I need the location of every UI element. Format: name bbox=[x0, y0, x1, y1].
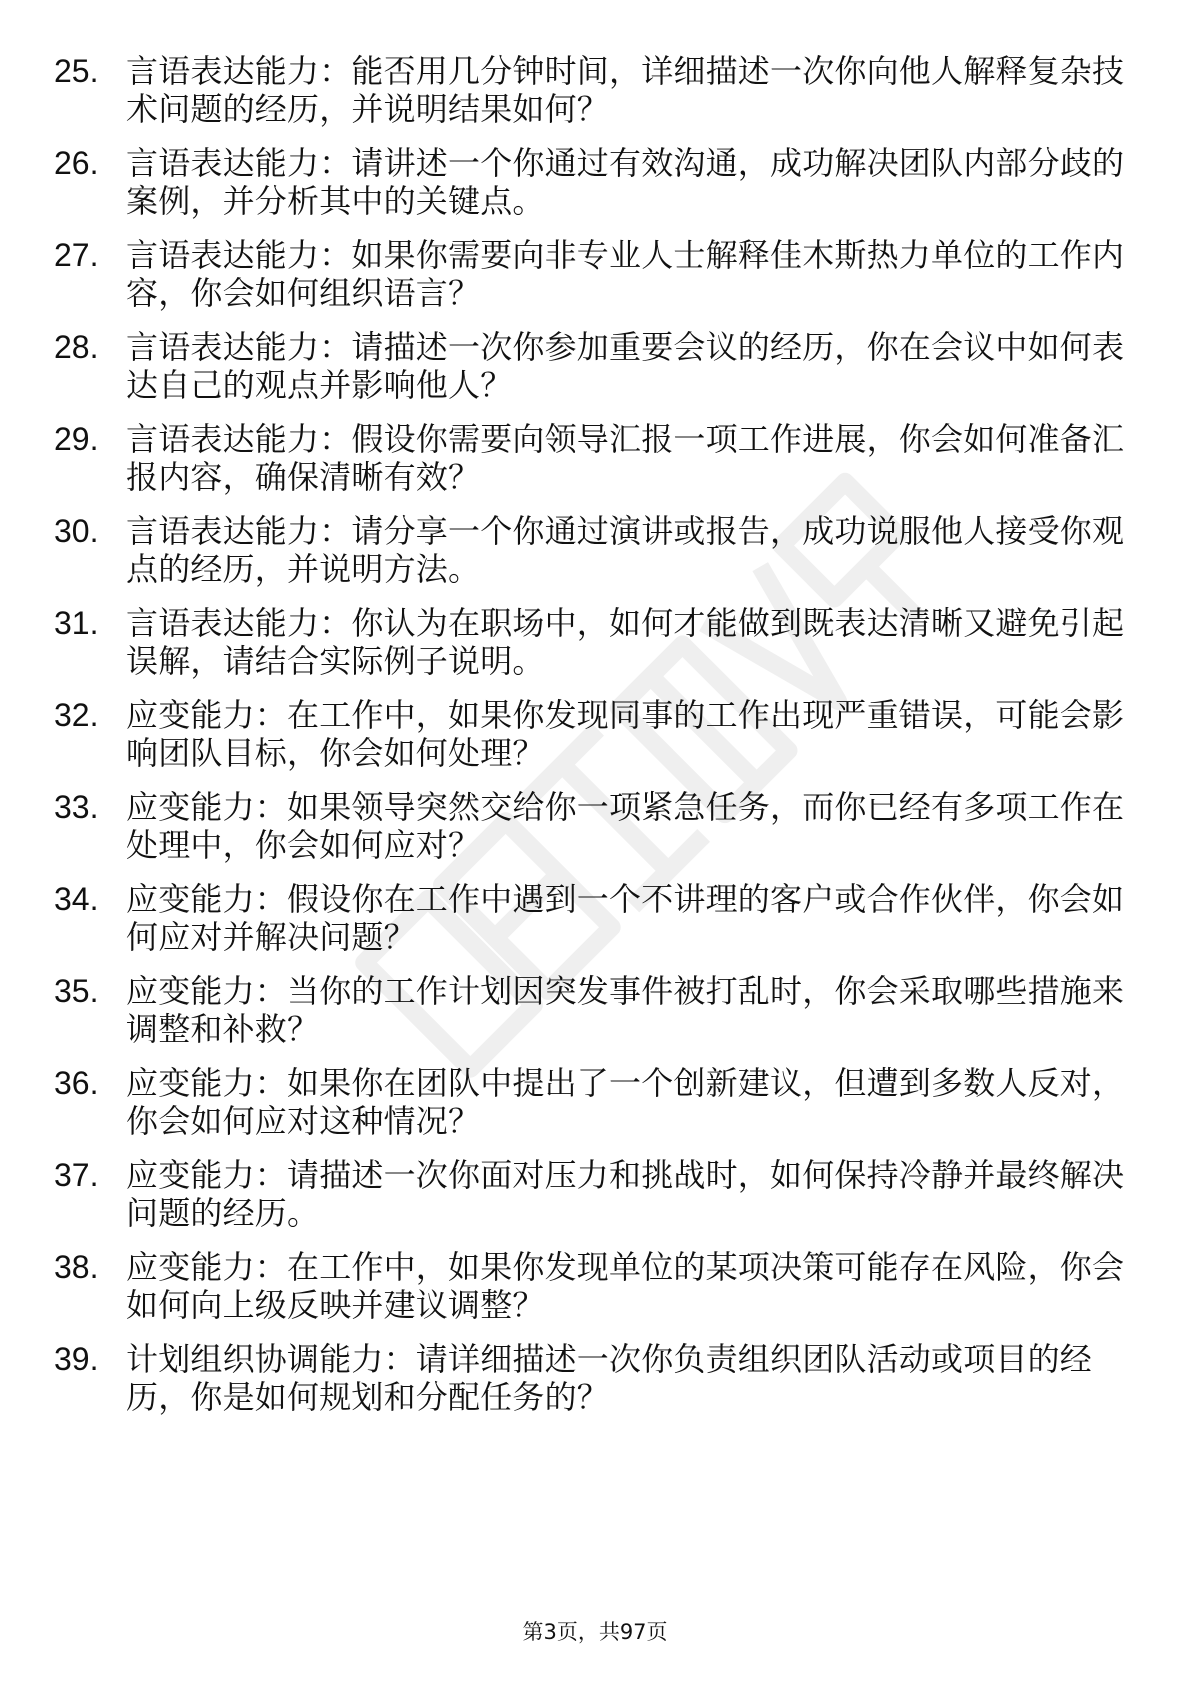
question-text: 应变能力：在工作中，如果你发现单位的某项决策可能存在风险，你会如何向上级反映并建议调整？ bbox=[126, 1248, 1125, 1324]
question-number: 35. bbox=[54, 973, 99, 1009]
question-number: 27. bbox=[54, 237, 99, 273]
question-text: 计划组织协调能力：请详细描述一次你负责组织团队活动或项目的经历，你是如何规划和分配任务的？ bbox=[126, 1340, 1093, 1416]
page-footer bbox=[0, 1618, 1190, 1646]
question-number: 28. bbox=[54, 329, 99, 365]
question-number: 29. bbox=[54, 421, 99, 457]
question-number: 26. bbox=[54, 145, 99, 181]
question-item bbox=[54, 788, 1134, 864]
question-text: 言语表达能力：请讲述一个你通过有效沟通，成功解决团队内部分歧的案例，并分析其中的关键点。 bbox=[126, 144, 1125, 220]
question-number: 31. bbox=[54, 605, 99, 641]
question-item bbox=[54, 236, 1134, 312]
question-item bbox=[54, 1156, 1134, 1232]
question-item bbox=[54, 512, 1134, 588]
question-text: 应变能力：在工作中，如果你发现同事的工作出现严重错误，可能会影响团队目标，你会如何处理？ bbox=[126, 696, 1125, 772]
question-number: 30. bbox=[54, 513, 99, 549]
question-number: 38. bbox=[54, 1249, 99, 1285]
question-number: 34. bbox=[54, 881, 99, 917]
question-text: 言语表达能力：如果你需要向非专业人士解释佳木斯热力单位的工作内容，你会如何组织语言？ bbox=[126, 236, 1125, 312]
question-text: 应变能力：当你的工作计划因突发事件被打乱时，你会采取哪些措施来调整和补救？ bbox=[126, 972, 1125, 1048]
question-text: 言语表达能力：假设你需要向领导汇报一项工作进展，你会如何准备汇报内容，确保清晰有效？ bbox=[126, 420, 1125, 496]
question-text: 言语表达能力：请描述一次你参加重要会议的经历，你在会议中如何表达自己的观点并影响他人？ bbox=[126, 328, 1125, 404]
question-list bbox=[54, 52, 1134, 1432]
question-item bbox=[54, 880, 1134, 956]
question-number: 36. bbox=[54, 1065, 99, 1101]
question-number: 32. bbox=[54, 697, 99, 733]
question-item bbox=[54, 144, 1134, 220]
question-text: 应变能力：如果领导突然交给你一项紧急任务，而你已经有多项工作在处理中，你会如何应对？ bbox=[126, 788, 1125, 864]
question-text: 言语表达能力：能否用几分钟时间，详细描述一次你向他人解释复杂技术问题的经历，并说明结果如何？ bbox=[126, 52, 1125, 128]
question-item bbox=[54, 1064, 1134, 1140]
question-text: 应变能力：假设你在工作中遇到一个不讲理的客户或合作伙伴，你会如何应对并解决问题？ bbox=[126, 880, 1125, 956]
question-item bbox=[54, 420, 1134, 496]
question-text: 言语表达能力：你认为在职场中，如何才能做到既表达清晰又避免引起误解，请结合实际例子说明。 bbox=[126, 604, 1125, 680]
question-item bbox=[54, 52, 1134, 128]
question-item bbox=[54, 328, 1134, 404]
question-item bbox=[54, 1340, 1134, 1416]
question-number: 33. bbox=[54, 789, 99, 825]
question-text: 言语表达能力：请分享一个你通过演讲或报告，成功说服他人接受你观点的经历，并说明方法。 bbox=[126, 512, 1125, 588]
question-text: 应变能力：如果你在团队中提出了一个创新建议，但遭到多数人反对，你会如何应对这种情况？ bbox=[126, 1064, 1125, 1140]
question-item bbox=[54, 1248, 1134, 1324]
question-number: 37. bbox=[54, 1157, 99, 1193]
page-number-label: 第3页，共97页 bbox=[522, 1620, 668, 1644]
question-number: 39. bbox=[54, 1341, 99, 1377]
question-item bbox=[54, 972, 1134, 1048]
question-number: 25. bbox=[54, 53, 99, 89]
question-item bbox=[54, 696, 1134, 772]
question-text: 应变能力：请描述一次你面对压力和挑战时，如何保持冷静并最终解决问题的经历。 bbox=[126, 1156, 1125, 1232]
question-item bbox=[54, 604, 1134, 680]
